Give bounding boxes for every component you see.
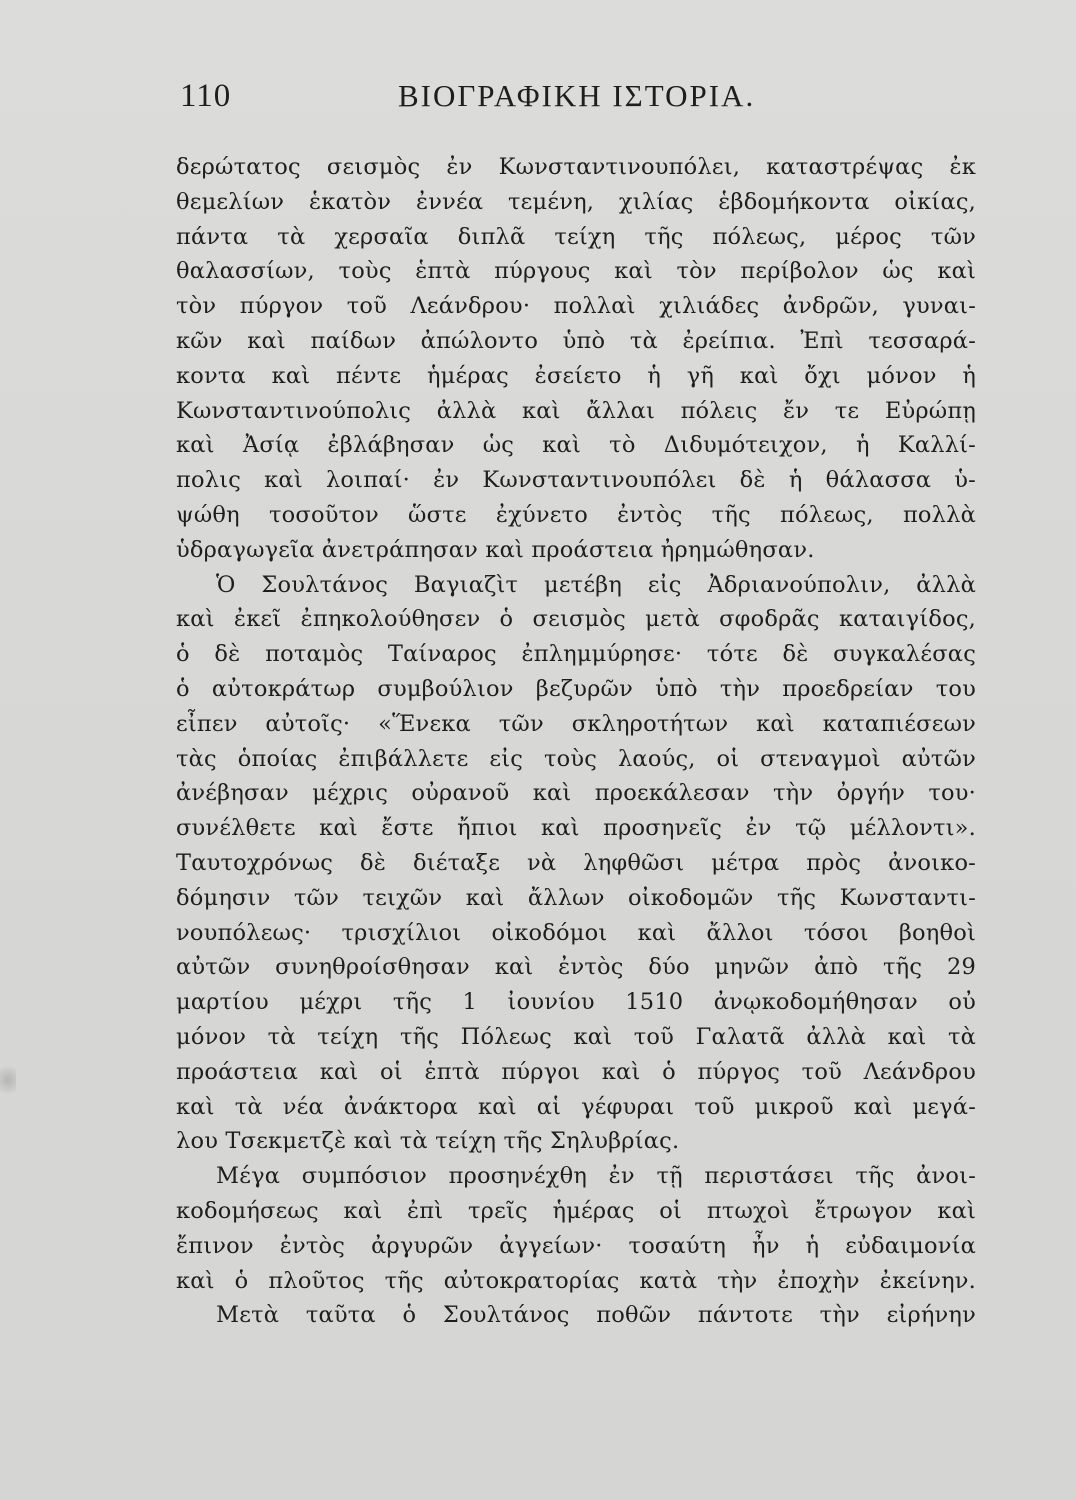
text-line: ὑδραγωγεῖα ἀνετράπησαν καὶ προάστεια ἠρημώθησαν. [176,536,815,563]
text-line: προάστεια καὶ οἱ ἑπτὰ πύργοι καὶ ὁ πύργος τοῦ Λεάνδρου [176,1058,976,1085]
text-line: τὸν πύργον τοῦ Λεάνδρου· πολλαὶ χιλιάδες ἀνδρῶν, γυναι- [176,293,976,320]
body-text [176,150,976,1333]
text-line: ψώθη τοσοῦτον ὥστε ἐχύνετο ἐντὸς τῆς πόλεως, πολλὰ [176,501,976,528]
text-line: καὶ ἐκεῖ ἐπηκολούθησεν ὁ σεισμὸς μετὰ σφοδρᾶς καταιγίδος, [176,606,976,633]
text-line: κῶν καὶ παίδων ἀπώλοντο ὑπὸ τὰ ἐρείπια. Ἐπὶ τεσσαρά- [176,327,976,354]
text-line: κοδομήσεως καὶ ἐπὶ τρεῖς ἡμέρας οἱ πτωχοὶ ἔτρωγον καὶ [176,1197,976,1224]
text-line: δόμησιν τῶν τειχῶν καὶ ἄλλων οἰκοδομῶν τῆς Κωνσταντι- [176,884,976,911]
text-line: Κωνσταντινούπολις ἀλλὰ καὶ ἄλλαι πόλεις ἔν τε Εὐρώπῃ [176,397,976,424]
text-line: συνέλθετε καὶ ἔστε ἤπιοι καὶ προσηνεῖς ἐν τῷ μέλλοντι». [176,815,976,842]
text-line: εἶπεν αὐτοῖς· «Ἕνεκα τῶν σκληροτήτων καὶ καταπιέσεων [176,710,976,737]
text-line: δερώτατος σεισμὸς ἐν Κωνσταντινουπόλει, καταστρέψας ἐκ [176,154,976,180]
text-line: νουπόλεως· τρισχίλιοι οἰκοδόμοι καὶ ἄλλοι τόσοι βοηθοὶ [176,919,976,946]
text-line: ὁ δὲ ποταμὸς Ταίναρος ἐπλημμύρησε· τότε δὲ συγκαλέσας [176,641,976,668]
page-number: 110 [180,78,232,114]
text-line: Ὁ Σουλτάνος Βαγιαζὶτ μετέβη εἰς Ἀδριανούπολιν, ἀλλὰ [216,571,976,598]
text-line: ἀνέβησαν μέχρις οὐρανοῦ καὶ προεκάλεσαν τὴν ὀργήν του· [176,780,976,807]
text-line: κοντα καὶ πέντε ἡμέρας ἐσείετο ἡ γῆ καὶ ὄχι μόνον ἡ [176,362,976,389]
text-line: θεμελίων ἑκατὸν ἐννέα τεμένη, χιλίας ἑβδομήκοντα οἰκίας, [176,188,976,215]
text-line: ἔπινον ἐντὸς ἀργυρῶν ἀγγείων· τοσαύτη ἦν ἡ εὐδαιμονία [176,1232,976,1259]
text-line: Μέγα συμπόσιον προσηνέχθη ἐν τῇ περιστάσει τῆς ἀνοι- [216,1163,976,1190]
text-line: καὶ τὰ νέα ἀνάκτορα καὶ αἱ γέφυραι τοῦ μικροῦ καὶ μεγά- [176,1093,976,1120]
text-line: πολις καὶ λοιπαί· ἐν Κωνσταντινουπόλει δὲ ἡ θάλασσα ὑ- [176,467,976,494]
text-line: καὶ Ἀσίᾳ ἐβλάβησαν ὡς καὶ τὸ Διδυμότειχον, ἡ Καλλί- [176,432,976,459]
text-line: καὶ ὁ πλοῦτος τῆς αὐτοκρατορίας κατὰ τὴν ἐποχὴν ἐκείνην. [176,1267,976,1294]
text-line: αὐτῶν συνηθροίσθησαν καὶ ἐντὸς δύο μηνῶν ἀπὸ τῆς 29 [176,954,976,981]
text-line: λου Τσεκμετζὲ καὶ τὰ τείχη τῆς Σηλυβρίας. [176,1128,680,1155]
page-header [180,78,970,122]
text-line: μόνον τὰ τείχη τῆς Πόλεως καὶ τοῦ Γαλατᾶ ἀλλὰ καὶ τὰ [176,1023,976,1050]
text-line: πάντα τὰ χερσαῖα διπλᾶ τείχη τῆς πόλεως, μέρος τῶν [176,223,976,250]
text-line: ὁ αὐτοκράτωρ συμβούλιον βεζυρῶν ὑπὸ τὴν προεδρείαν του [176,675,976,702]
margin-smudge [0,1060,16,1100]
text-line: Μετὰ ταῦτα ὁ Σουλτάνος ποθῶν πάντοτε τὴν εἰρήνην [216,1302,976,1329]
running-title: ΒΙΟΓΡΑΦΙΚΗ ΙΣΤΟΡΙΑ. [398,78,756,113]
text-line: τὰς ὁποίας ἐπιβάλλετε εἰς τοὺς λαούς, οἱ στεναγμοὶ αὐτῶν [176,745,976,772]
text-line: θαλασσίων, τοὺς ἑπτὰ πύργους καὶ τὸν περίβολον ὡς καὶ [176,258,976,285]
text-line: μαρτίου μέχρι τῆς 1 ἰουνίου 1510 ἀνῳκοδομήθησαν οὐ [176,989,976,1016]
text-line: Ταυτοχρόνως δὲ διέταξε νὰ ληφθῶσι μέτρα πρὸς ἀνοικο- [176,849,976,876]
